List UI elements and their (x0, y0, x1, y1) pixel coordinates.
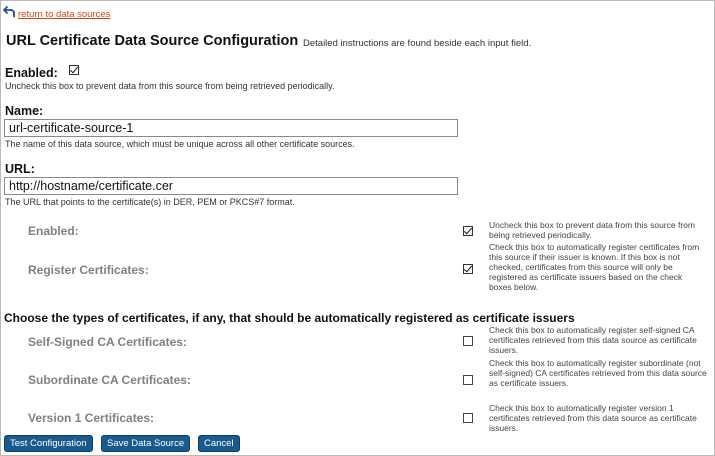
issuer-section-title: Choose the types of certificates, if any, that should be automatically registered as certificate issuers (4, 311, 575, 325)
option-enabled-help: Uncheck this box to prevent data from this source from being retrieved periodically. (489, 220, 695, 240)
enabled-help: Uncheck this box to prevent data from this source from being retrieved periodically. (5, 81, 335, 91)
page-instructions-note: Detailed instructions are found beside each input field. (303, 38, 532, 49)
back-arrow-icon (3, 5, 16, 18)
subordinate-ca-checkbox[interactable] (463, 375, 473, 385)
name-help: The name of this data source, which must be unique across all other certificate sources. (5, 139, 355, 149)
return-link[interactable] (3, 5, 110, 20)
self-signed-ca-checkbox[interactable] (463, 336, 473, 346)
register-certificates-help: Check this box to automatically register certificates from this source if their issuer is known. If this box is not checked, certificates from this source will only be registered as certificate issuers based on the check boxes below. (489, 242, 700, 292)
version-1-label: Version 1 Certificates: (28, 411, 155, 425)
version-1-help: Check this box to automatically register version 1 certificates retrieved from this data source as certificate issuers. (489, 403, 697, 433)
option-enabled-checkbox[interactable] (463, 226, 473, 236)
test-configuration-button[interactable]: Test Configuration (4, 435, 93, 452)
cancel-button[interactable]: Cancel (198, 435, 240, 452)
url-label: URL: (5, 162, 35, 176)
enabled-label: Enabled: (5, 66, 58, 80)
subordinate-ca-help: Check this box to automatically register subordinate (not self-signed) CA certificates retrieved from this data source as certificate issuers. (489, 358, 707, 388)
register-certificates-checkbox[interactable] (463, 264, 473, 274)
self-signed-ca-help: Check this box to automatically register self-signed CA certificates retrieved from this data source as certificate issuers. (489, 325, 697, 355)
option-enabled-label: Enabled: (28, 224, 79, 238)
url-help: The URL that points to the certificate(s) in DER, PEM or PKCS#7 format. (5, 197, 295, 207)
return-link-label[interactable]: return to data sources (18, 9, 111, 20)
page-title: URL Certificate Data Source Configuration (6, 33, 299, 49)
url-input[interactable] (4, 177, 458, 195)
version-1-checkbox[interactable] (463, 413, 473, 423)
subordinate-ca-label: Subordinate CA Certificates: (28, 373, 191, 387)
name-input[interactable] (4, 119, 458, 137)
save-data-source-button[interactable]: Save Data Source (101, 435, 190, 452)
self-signed-ca-label: Self-Signed CA Certificates: (28, 335, 187, 349)
enabled-checkbox[interactable] (69, 65, 79, 75)
name-label: Name: (5, 104, 44, 118)
register-certificates-label: Register Certificates: (28, 263, 149, 277)
